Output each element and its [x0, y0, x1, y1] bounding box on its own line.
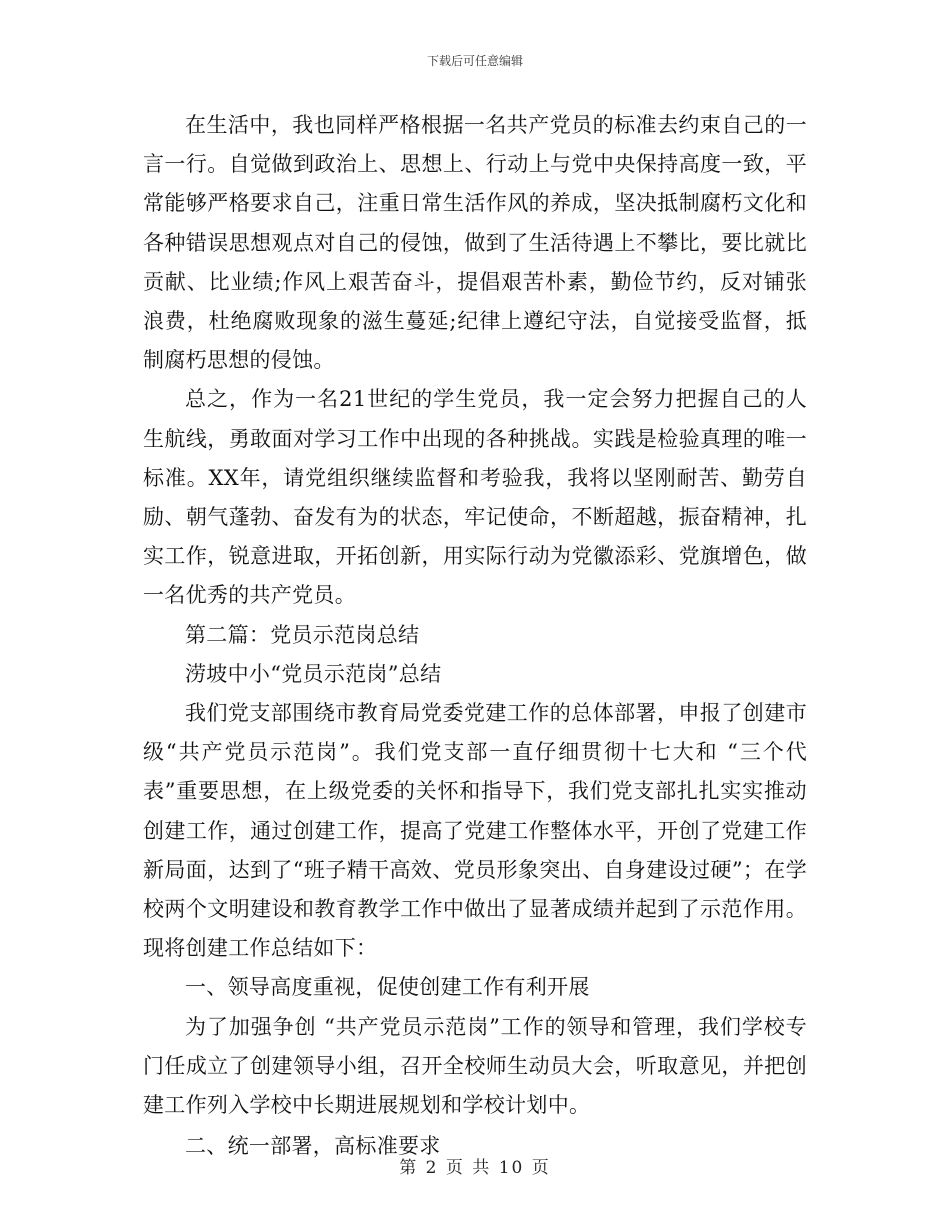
page-header: 下载后可任意编辑 [426, 54, 523, 68]
paragraph-leadership: 为了加强争创 “共产党员示范岗”工作的领导和管理，我们学校专门任成立了创建领导小组，召开全校师生动员大会，听取意见，并把创建工作列入学校中长期进展规划和学校计划中。 [143, 1014, 807, 1118]
section-heading-two: 二、统一部署，高标准要求 [185, 1134, 441, 1159]
paragraph-conclusion: 总之，作为一名21世纪的学生党员，我一定会努力把握自己的人生航线，勇敢面对学习工作中出现的各种挑战。实践是检验真理的唯一标准。XX年，请党组织继续监督和考验我，我将以坚刚耐苦、勤劳自励、朝气蓬勃、奋发有为的状态，牢记使命，不断超越，振奋精神，扎实工作，锐意进取，开拓创新，用实际行动为党徽添彩、党旗增色，做一名优秀的共产党员。 [143, 387, 807, 608]
paragraph-life-conduct: 在生活中，我也同样严格根据一名共产党员的标准去约束自己的一言一行。自觉做到政治上、思想上、行动上与党中央保持高度一致，平常能够严格要求自己，注重日常生活作风的养成，坚决抵制腐朽文化和各种错误思想观点对自己的侵蚀，做到了生活待遇上不攀比，要比就比贡献、比业绩;作风上艰苦奋斗，提倡艰苦朴素，勤俭节约，反对铺张浪费，杜绝腐败现象的滋生蔓延;纪律上遵纪守法，自觉接受监督，抵制腐朽思想的侵蚀。 [143, 113, 807, 373]
document-subtitle: 涝坡中小“党员示范岗”总结 [185, 661, 442, 686]
paragraph-branch-overview: 我们党支部围绕市教育局党委党建工作的总体部署，申报了创建市级“共产党员示范岗”。我们党支部一直仔细贯彻十七大和 “三个代表”重要思想，在上级党委的关怀和指导下，我们党支部扎扎实实推动创建工作，通过创建工作，提高了党建工作整体水平，开创了党建工作新局面，达到了“班子精干高效、党员形象突出、自身建设过硬”；在学校两个文明建设和教育教学工作中做出了显著成绩并起到了示范作用。现将创建工作总结如下： [143, 701, 807, 961]
section-heading-one: 一、领导高度重视，促使创建工作有利开展 [185, 975, 590, 1000]
document-body [143, 106, 807, 1166]
section-heading-part-two: 第二篇：党员示范岗总结 [185, 622, 420, 647]
page-number-footer: 第 2 页 共 10 页 [399, 1158, 551, 1178]
